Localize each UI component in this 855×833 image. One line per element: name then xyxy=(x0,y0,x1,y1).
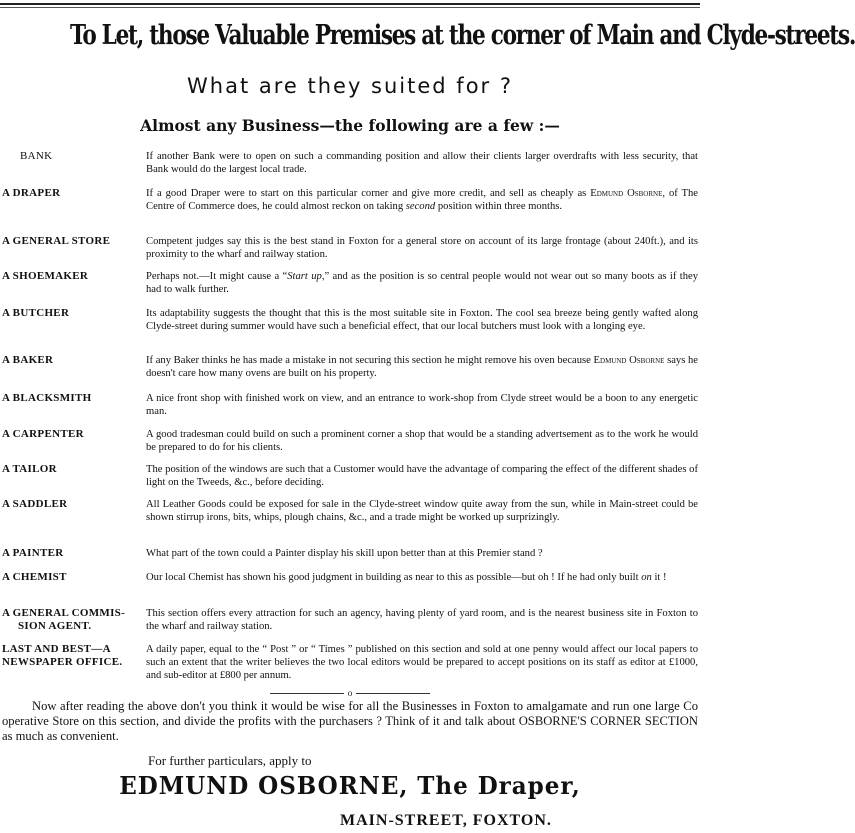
business-text: If a good Draper were to start on this particular corner and give more credit, and sell as cheaply as Edmund Osborne, of The Centre of Commerce does, he could almost reckon on taking second position within three months. xyxy=(146,188,698,212)
business-text: All Leather Goods could be exposed for sale in the Clyde-street window quite away from the sun, while in Main-street could be shown stirrup irons, bits, whips, plough chains, &c., and a trade might be worked up surprizingly. xyxy=(146,499,698,523)
business-label: A GENERAL COMMIS- SION AGENT. xyxy=(2,607,126,632)
business-text: A good tradesman could build on such a prominent corner a shop that would be a standing advertsement as to the work he would be prepared to do for his clients. xyxy=(146,429,698,453)
business-label: A BAKER xyxy=(2,354,54,366)
business-label: A BUTCHER xyxy=(2,307,70,319)
business-text: Perhaps not.—It might cause a “Start up,” and as the position is so central people would not wear out so many boots as if they had to walk further. xyxy=(146,271,698,295)
business-label: LAST AND BEST—A NEWSPAPER OFFICE. xyxy=(2,643,123,668)
business-label: A GENERAL STORE xyxy=(2,235,111,247)
business-label: A BLACKSMITH xyxy=(2,392,92,404)
business-text: If any Baker thinks he has made a mistake in not securing this section he might remove his oven because Edmund Osborne says he doesn't care how many ovens are built on his property. xyxy=(146,355,698,379)
particulars-line: For further particulars, apply to xyxy=(148,753,312,768)
advertiser-signature: EDMUND OSBORNE, The Draper, xyxy=(119,771,581,800)
intro-heading: Almost any Business—the following are a few :— xyxy=(140,116,560,135)
top-rule xyxy=(0,3,700,5)
business-label: A SHOEMAKER xyxy=(2,270,89,282)
business-text: This section offers every attraction for such an agency, having plenty of yard room, and is the nearest business site in Foxton to the wharf and railway station. xyxy=(146,608,698,632)
business-label: A PAINTER xyxy=(2,547,64,559)
business-label: A CHEMIST xyxy=(2,571,67,583)
business-label: A TAILOR xyxy=(2,463,57,475)
top-rule-thin xyxy=(0,7,700,8)
business-label: A SADDLER xyxy=(2,498,68,510)
business-label: A DRAPER xyxy=(2,187,61,199)
business-text: The position of the windows are such that a Customer would have the advantage of comparing the effect of the different shades of light on the Tweeds, &c., before deciding. xyxy=(146,464,698,488)
business-text: A nice front shop with finished work on view, and an entrance to work-shop from Clyde street would be a boon to any energetic man. xyxy=(146,393,698,417)
business-text: Our local Chemist has shown his good judgment in building as near to this as possible—but oh ! If he had only built on it ! xyxy=(146,572,667,583)
business-label: BANK xyxy=(20,150,53,162)
business-text: If another Bank were to open on such a commanding position and allow their clients larger overdrafts with less security, that Bank would do the largest local trade. xyxy=(146,151,698,175)
business-text: A daily paper, equal to the “ Post ” or “ Times ” published on this section and sold at one penny would affect our local papers to such an extent that the writer believes the two local editors would be prepared to accept positions on its staff as editor at £1000, and sub-editor at £800 per annum. xyxy=(146,644,698,681)
emphasis: Start up xyxy=(287,271,322,282)
section-divider: o xyxy=(270,689,430,698)
emphasis: on xyxy=(641,572,652,583)
business-text: Its adaptability suggests the thought that this is the most suitable site in Foxton. The cool sea breeze being gently wafted along Clyde-street during summer would have such a beneficial effect, that our local butchers must look with a longing eye. xyxy=(146,308,698,332)
advertiser-address: MAIN-STREET, FOXTON. xyxy=(340,812,552,829)
business-text: Competent judges say this is the best stand in Foxton for a general store on account of its large frontage (about 240ft.), and its proximity to the wharf and railway station. xyxy=(146,236,698,260)
osborne-name: Edmund Osborne xyxy=(593,355,665,366)
closing-paragraph: Now after reading the above don't you think it would be wise for all the Businesses in Foxton to amalgamate and run one large Co operative Store on this section, and divide the profits with the purchasers ? Think of it and talk about OSBORNE'S CORNER SECTION as much as convenient. xyxy=(2,699,698,743)
headline: To Let, those Valuable Premises at the corner of Main and Clyde-streets. xyxy=(70,20,855,51)
emphasis: second xyxy=(405,201,436,212)
business-text: What part of the town could a Painter display his skill upon better than at this Premier stand ? xyxy=(146,548,543,559)
osborne-name: Edmund Osborne xyxy=(590,188,663,199)
subheading: What are they suited for ? xyxy=(187,74,513,98)
business-label: A CARPENTER xyxy=(2,428,84,440)
